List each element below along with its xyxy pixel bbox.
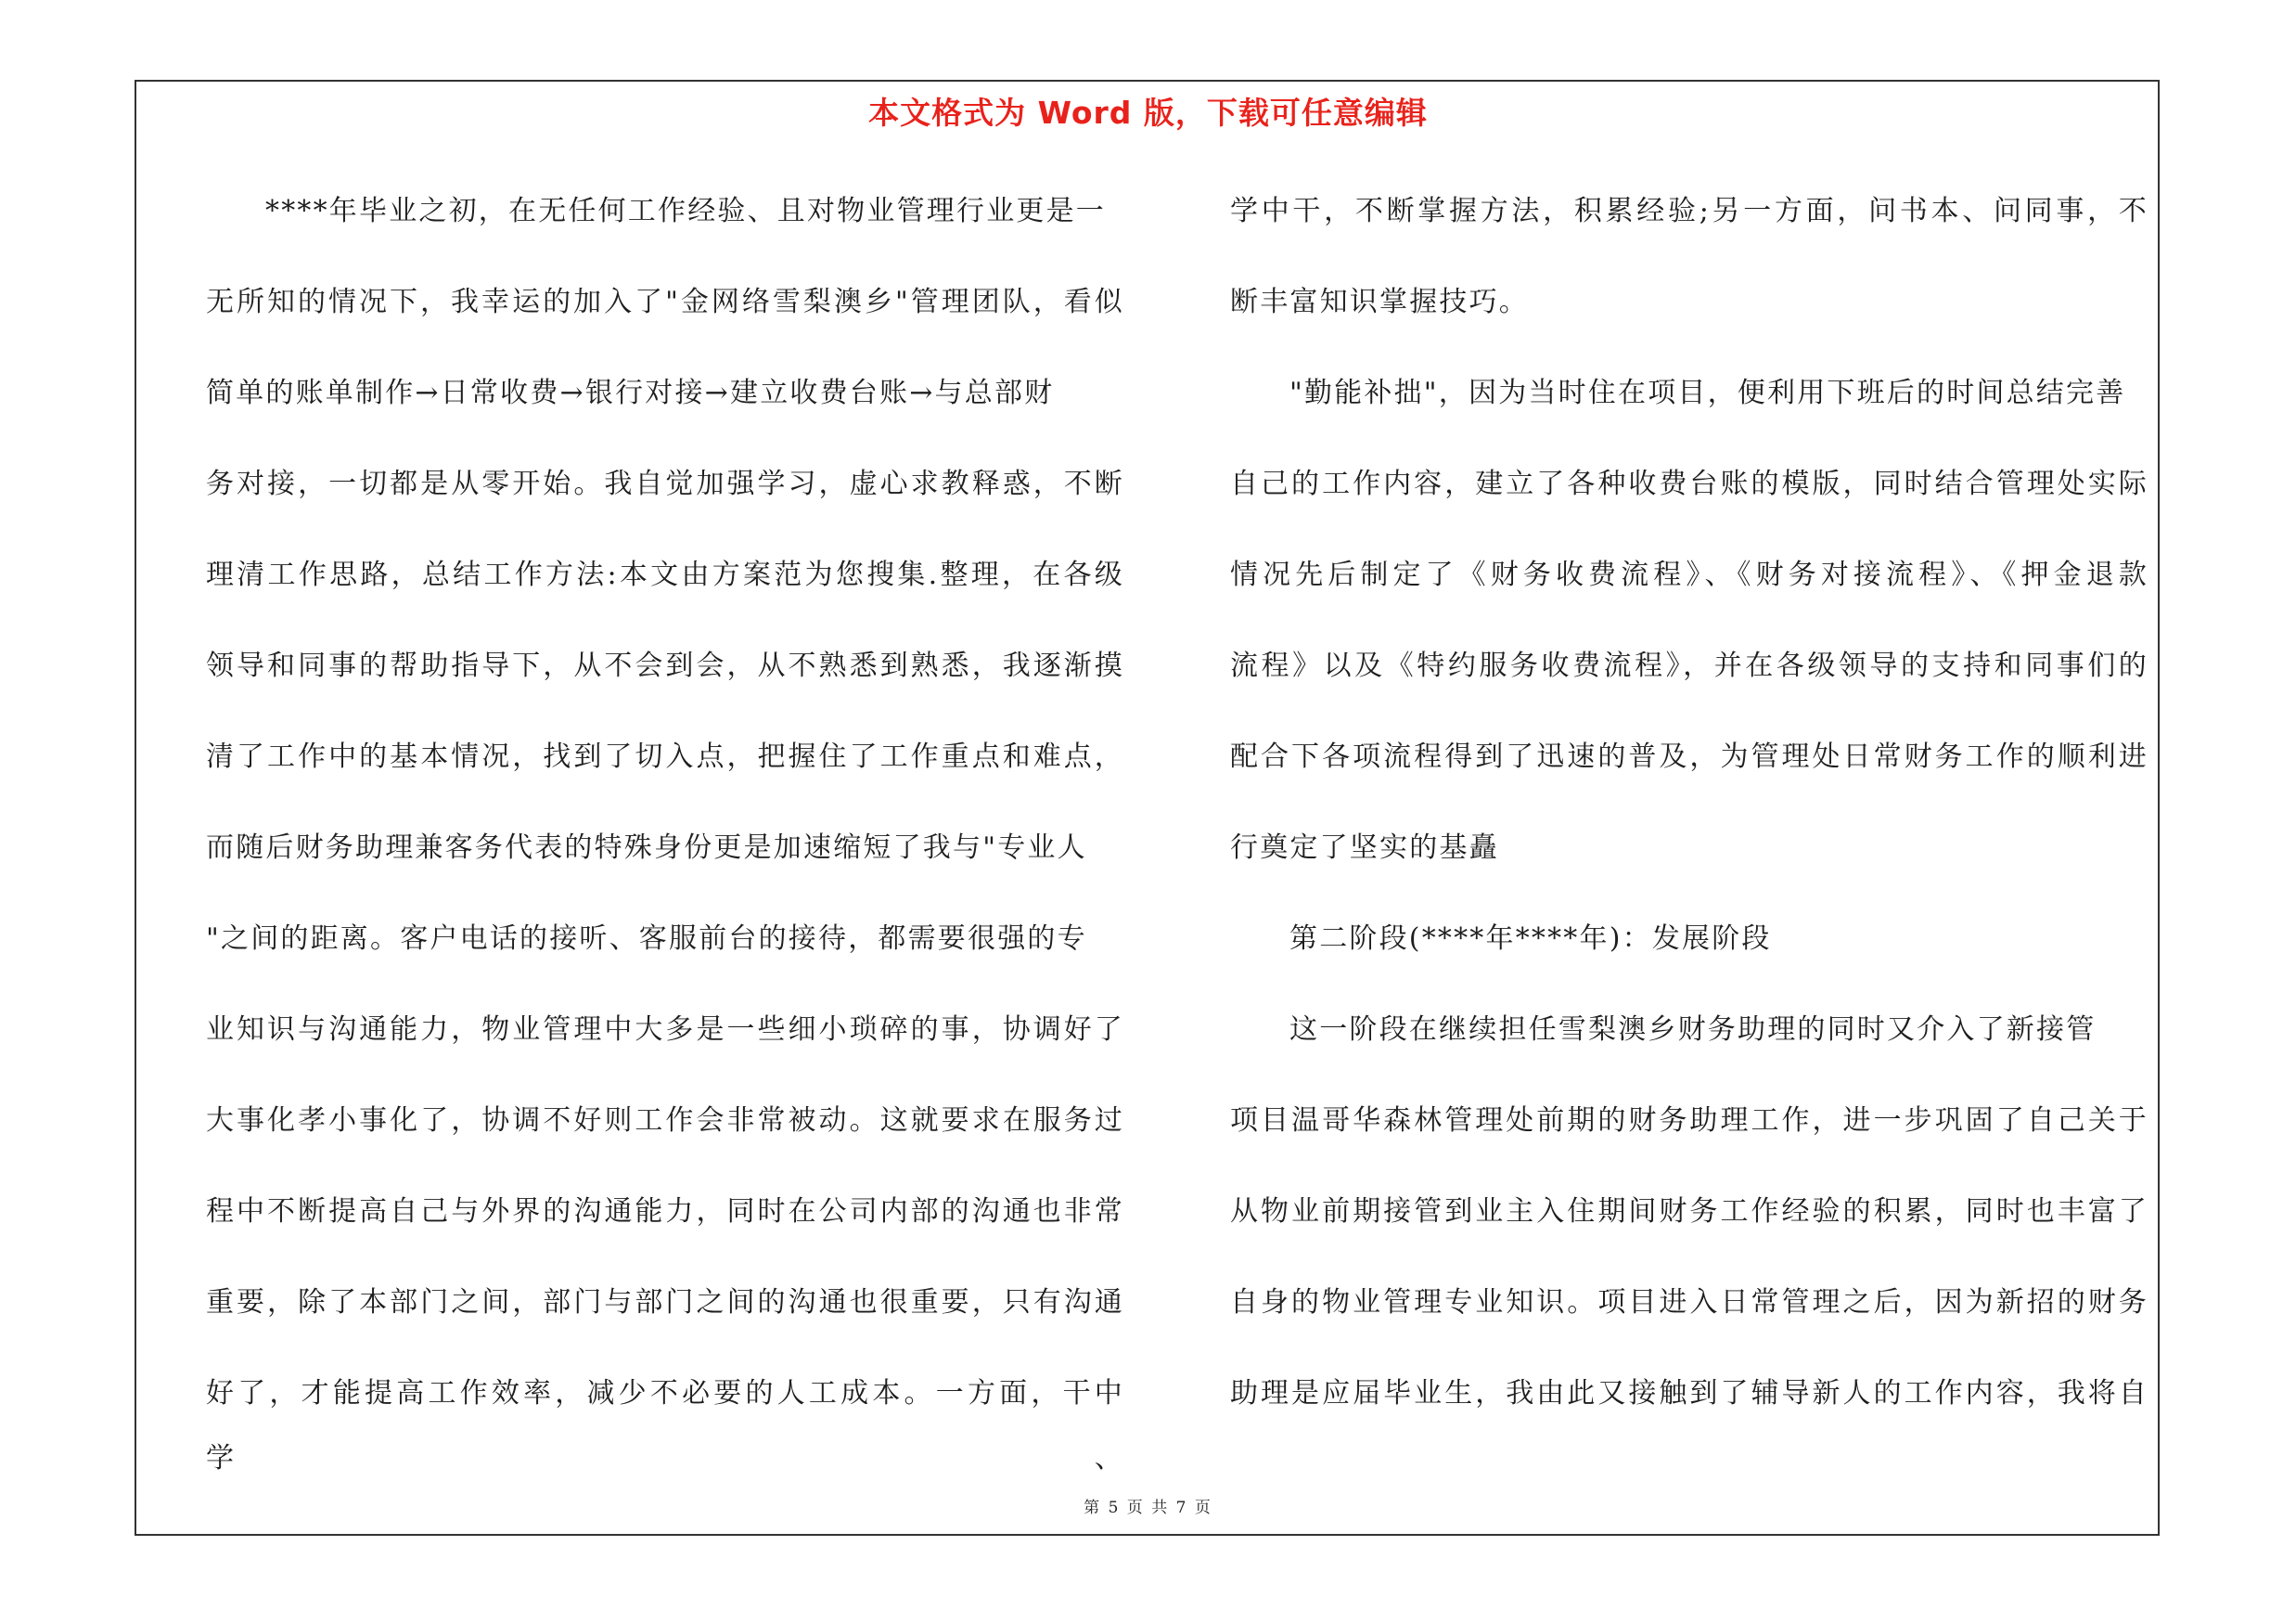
text-line: 理清工作思路，总结工作方法:本文由方案范为您搜集.整理，在各级 [206, 559, 1124, 591]
text-line: 学中干，不断掌握方法，积累经验;另一方面，问书本、问同事，不 [1230, 195, 2148, 227]
text-line: 程中不断提高自己与外界的沟通能力，同时在公司内部的沟通也非常 [206, 1195, 1124, 1228]
text-line: 自身的物业管理专业知识。项目进入日常管理之后，因为新招的财务 [1230, 1286, 2148, 1319]
text-line: 这一阶段在继续担任雪梨澳乡财务助理的同时又介入了新接管 [1289, 1013, 2097, 1046]
text-line: 重要，除了本部门之间，部门与部门之间的沟通也很重要，只有沟通 [206, 1286, 1124, 1319]
text-line: 而随后财务助理兼客务代表的特殊身份更是加速缩短了我与"专业人 [206, 831, 1087, 864]
text-line: 配合下各项流程得到了迅速的普及，为管理处日常财务工作的顺利进 [1230, 741, 2148, 773]
text-line: 项目温哥华森林管理处前期的财务助理工作，进一步巩固了自己关于 [1230, 1104, 2148, 1137]
text-line: 简单的账单制作→日常收费→银行对接→建立收费台账→与总部财 [206, 377, 1055, 409]
left-column [206, 179, 1124, 1475]
text-line: 清了工作中的基本情况，找到了切入点，把握住了工作重点和难点， [206, 741, 1124, 773]
text-line: 好了，才能提高工作效率，减少不必要的人工成本。一方面，干中学、 [206, 1377, 1124, 1475]
text-line: "勤能补拙"，因为当时住在项目，便利用下班后的时间总结完善 [1289, 377, 2126, 409]
text-line: 情况先后制定了《财务收费流程》、《财务对接流程》、《押金退款 [1230, 559, 2148, 591]
right-column [1230, 179, 2148, 1452]
text-line: 大事化孝小事化了，协调不好则工作会非常被动。这就要求在服务过 [206, 1104, 1124, 1137]
text-line: 行奠定了坚实的基矗 [1230, 831, 1499, 864]
format-banner: 本文格式为 Word 版，下载可任意编辑 [868, 95, 1428, 131]
text-line: 断丰富知识掌握技巧。 [1230, 286, 1529, 318]
text-line: 务对接，一切都是从零开始。我自觉加强学习，虚心求教释惑，不断 [206, 468, 1124, 500]
text-line: 流程》以及《特约服务收费流程》，并在各级领导的支持和同事们的 [1230, 650, 2148, 682]
page-number: 第 5 页 共 7 页 [1084, 1499, 1212, 1517]
text-line: ****年毕业之初，在无任何工作经验、且对物业管理行业更是一 [265, 195, 1106, 227]
text-line: 无所知的情况下，我幸运的加入了"金网络雪梨澳乡"管理团队，看似 [206, 286, 1124, 318]
text-line: 业知识与沟通能力，物业管理中大多是一些细小琐碎的事，协调好了 [206, 1013, 1124, 1046]
text-line: 从物业前期接管到业主入住期间财务工作经验的积累，同时也丰富了 [1230, 1195, 2148, 1228]
text-line: "之间的距离。客户电话的接听、客服前台的接待，都需要很强的专 [206, 922, 1087, 955]
section-heading: 第二阶段(****年****年)：发展阶段 [1289, 922, 1772, 955]
text-line: 领导和同事的帮助指导下，从不会到会，从不熟悉到熟悉，我逐渐摸 [206, 650, 1124, 682]
text-line: 助理是应届毕业生，我由此又接触到了辅导新人的工作内容，我将自 [1230, 1377, 2148, 1410]
text-line: 自己的工作内容，建立了各种收费台账的模版，同时结合管理处实际 [1230, 468, 2148, 500]
